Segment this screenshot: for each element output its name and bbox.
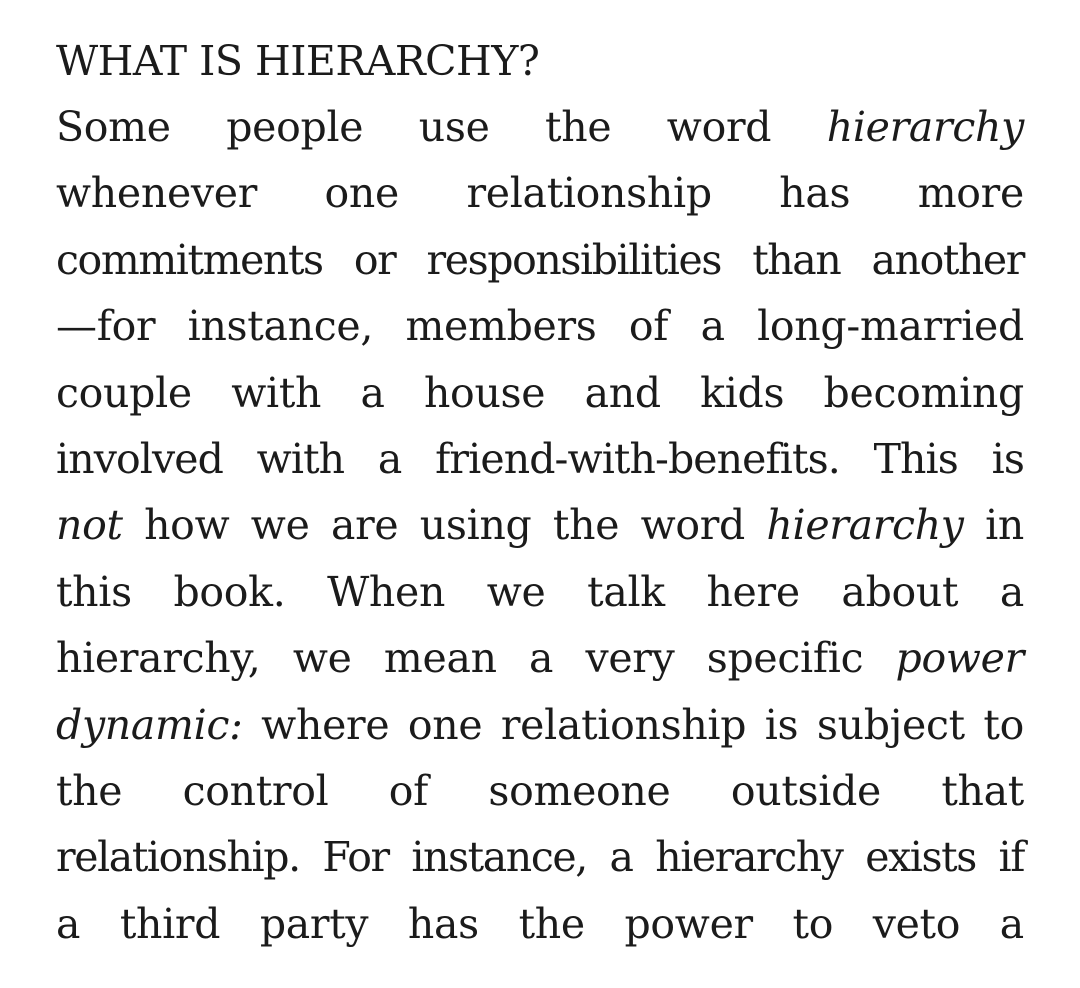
word: the xyxy=(545,103,612,151)
word: is xyxy=(991,435,1024,483)
word: a xyxy=(529,634,554,683)
word: a xyxy=(56,899,81,948)
word: instance, xyxy=(187,302,374,351)
text-line xyxy=(56,896,1024,952)
word: a xyxy=(700,302,725,351)
word: that xyxy=(941,767,1024,815)
word: responsibilities xyxy=(426,235,721,284)
word: if xyxy=(998,833,1024,882)
word: are xyxy=(330,501,399,550)
word: members xyxy=(405,302,597,351)
word: one xyxy=(407,700,483,749)
word: a xyxy=(360,368,385,417)
word: veto xyxy=(872,899,961,948)
word: with xyxy=(256,435,345,483)
text-line xyxy=(56,99,1024,155)
word: outside xyxy=(730,767,881,815)
word: or xyxy=(353,235,396,284)
word: Some xyxy=(56,103,171,151)
word: party xyxy=(259,899,369,948)
text-line xyxy=(56,165,1024,221)
word: friend-with-benefits. xyxy=(435,435,840,483)
word: relationship xyxy=(500,700,747,749)
word: than xyxy=(752,235,841,284)
emphasized-word: not xyxy=(56,501,123,550)
word: has xyxy=(779,169,851,218)
text-line xyxy=(56,232,1024,288)
word: a xyxy=(377,435,402,483)
word: and xyxy=(584,368,661,417)
word: we xyxy=(292,634,352,683)
text-line xyxy=(56,431,1024,487)
word: the xyxy=(552,501,620,550)
word: has xyxy=(407,899,479,948)
text-line xyxy=(56,497,1024,553)
text-line xyxy=(56,763,1024,819)
text-line xyxy=(56,564,1024,620)
word: we xyxy=(486,567,546,616)
word: how xyxy=(144,501,230,550)
text-line xyxy=(56,365,1024,421)
word: use xyxy=(418,103,490,151)
word: where xyxy=(261,700,390,749)
text-line xyxy=(56,697,1024,753)
word: a xyxy=(999,567,1024,616)
word: here xyxy=(706,567,800,616)
word: house xyxy=(423,368,546,417)
word: control xyxy=(182,767,329,815)
word: the xyxy=(56,767,123,815)
word: of xyxy=(388,767,429,815)
emphasized-word: dynamic: xyxy=(56,700,243,749)
word: using xyxy=(419,501,532,550)
word: relationship xyxy=(466,169,712,218)
word: the xyxy=(518,899,585,948)
word: to xyxy=(983,700,1024,749)
word: becoming xyxy=(823,368,1024,417)
word: talk xyxy=(587,567,665,616)
word: to xyxy=(792,899,834,948)
emphasized-word: hierarchy xyxy=(826,103,1024,151)
text-line xyxy=(56,630,1024,686)
word: When xyxy=(327,567,446,616)
word: someone xyxy=(488,767,671,815)
word: about xyxy=(841,567,959,616)
word: third xyxy=(119,899,221,948)
word: commitments xyxy=(56,235,323,284)
word: hierarchy, xyxy=(56,634,261,683)
text-line xyxy=(56,829,1024,885)
word: power xyxy=(624,899,753,948)
word: of xyxy=(628,302,669,351)
word: exists xyxy=(865,833,976,882)
word: very xyxy=(585,634,675,683)
word: subject xyxy=(816,700,965,749)
word: this xyxy=(56,567,132,616)
text-line xyxy=(56,298,1024,354)
word: we xyxy=(250,501,310,550)
word: people xyxy=(226,103,364,151)
word: involved xyxy=(56,435,223,483)
word: more xyxy=(917,169,1024,218)
word: instance, xyxy=(411,833,587,882)
word: word xyxy=(640,501,745,550)
emphasized-word: power xyxy=(895,634,1024,683)
word: kids xyxy=(700,368,785,417)
word: relationship. xyxy=(56,833,300,882)
word: This xyxy=(873,435,958,483)
word: For xyxy=(322,833,389,882)
word: hierarchy xyxy=(655,833,843,882)
word: another xyxy=(871,235,1024,284)
word: mean xyxy=(383,634,497,683)
emphasized-word: hierarchy xyxy=(766,501,964,550)
word: book. xyxy=(173,567,286,616)
word: couple xyxy=(56,368,192,417)
word: —for xyxy=(56,302,156,351)
word: is xyxy=(764,700,799,749)
word: specific xyxy=(706,634,864,683)
word: word xyxy=(666,103,772,151)
word: a xyxy=(999,899,1024,948)
word: in xyxy=(985,501,1024,550)
word: whenever xyxy=(56,169,258,218)
section-heading: WHAT IS HIERARCHY? xyxy=(56,37,540,85)
word: a xyxy=(609,833,633,882)
word: one xyxy=(324,169,399,218)
word: with xyxy=(231,368,322,417)
word: long-married xyxy=(757,302,1024,351)
